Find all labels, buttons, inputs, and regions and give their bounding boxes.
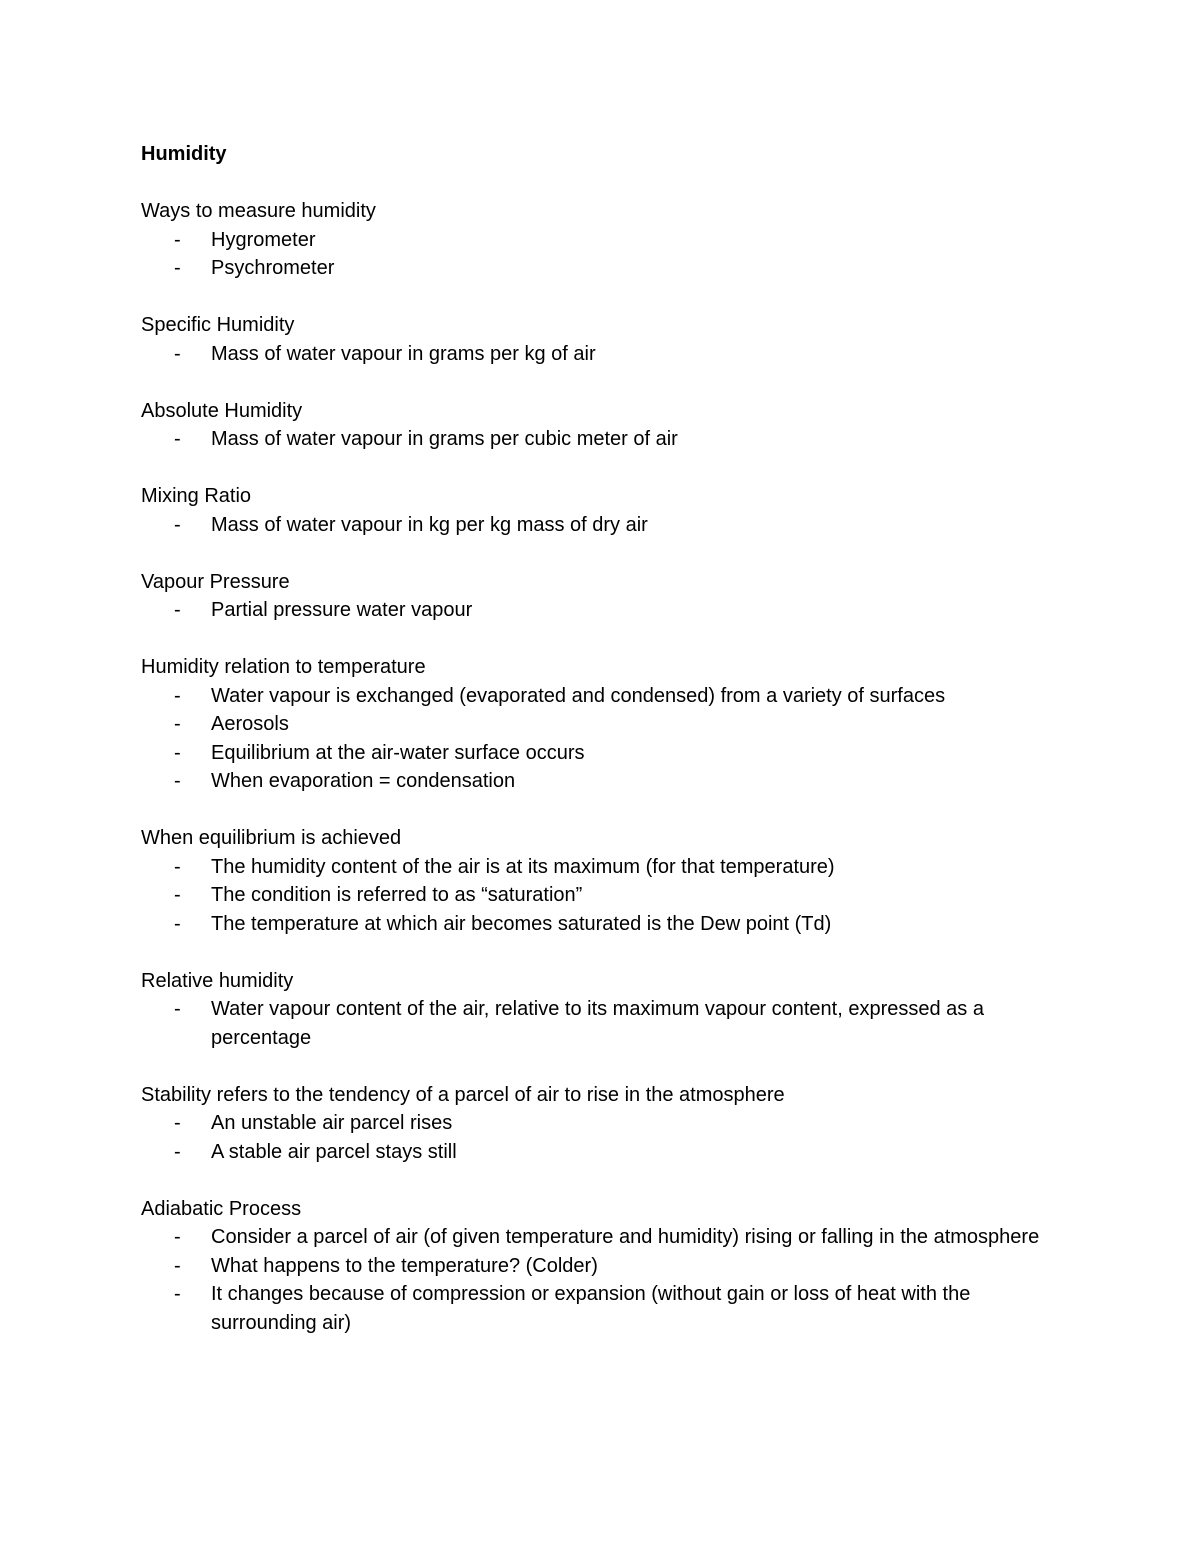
list-item-text: Consider a parcel of air (of given temperature and humidity) rising or falling in the atmosphere	[211, 1226, 1040, 1248]
list-item-text: Mass of water vapour in kg per kg mass of dry air	[211, 513, 648, 536]
document-title: Humidity	[141, 143, 227, 165]
bullet-list	[141, 511, 1061, 540]
list-item	[141, 910, 1061, 939]
dash-bullet-icon: -	[174, 1226, 181, 1248]
list-item	[141, 767, 1061, 796]
list-item-text: An unstable air parcel rises	[211, 1112, 453, 1134]
dash-bullet-icon: -	[174, 855, 181, 878]
list-item-text: Aerosols	[211, 713, 289, 735]
list-item	[141, 1109, 1061, 1138]
section-heading: Absolute Humidity	[141, 399, 303, 422]
dash-bullet-icon: -	[174, 1254, 181, 1277]
section-heading: Mixing Ratio	[141, 485, 252, 507]
dash-bullet-icon: -	[174, 257, 181, 279]
dash-bullet-icon: -	[174, 741, 181, 764]
list-item-text: Mass of water vapour in grams per kg of air	[211, 342, 596, 365]
dash-bullet-icon: -	[174, 998, 181, 1020]
list-item-text: A stable air parcel stays still	[211, 1140, 457, 1163]
bullet-list	[141, 995, 1061, 1052]
list-item	[141, 254, 1061, 283]
list-item	[141, 1223, 1061, 1252]
bullet-list	[141, 226, 1061, 283]
dash-bullet-icon: -	[174, 599, 181, 621]
dash-bullet-icon: -	[174, 428, 181, 450]
dash-bullet-icon: -	[174, 1140, 181, 1163]
section-heading: Specific Humidity	[141, 314, 295, 336]
dash-bullet-icon: -	[174, 884, 181, 906]
list-item	[141, 340, 1061, 369]
dash-bullet-icon: -	[174, 912, 181, 935]
dash-bullet-icon: -	[174, 342, 181, 365]
list-item	[141, 425, 1061, 454]
section	[141, 1081, 1061, 1167]
bullet-list	[141, 340, 1061, 369]
section	[141, 397, 1061, 454]
bullet-list	[141, 682, 1061, 796]
sections-container	[141, 197, 1061, 1337]
list-item-text: The temperature at which air becomes saturated is the Dew point (Td)	[211, 912, 832, 935]
section-heading: When equilibrium is achieved	[141, 827, 402, 849]
dash-bullet-icon: -	[174, 1283, 181, 1305]
dash-bullet-icon: -	[174, 684, 181, 707]
list-item	[141, 682, 1061, 711]
dash-bullet-icon: -	[174, 228, 181, 251]
list-item	[141, 710, 1061, 739]
list-item	[141, 1138, 1061, 1167]
list-item-text: Psychrometer	[211, 257, 335, 279]
section-heading: Adiabatic Process	[141, 1197, 302, 1220]
section-heading: Relative humidity	[141, 969, 294, 992]
section	[141, 568, 1061, 625]
list-item	[141, 995, 1061, 1052]
list-item-text: It changes because of compression or expansion (without gain or loss of heat with the surrounding air)	[211, 1283, 971, 1334]
section	[141, 311, 1061, 368]
dash-bullet-icon: -	[174, 1112, 181, 1134]
section	[141, 197, 1061, 283]
dash-bullet-icon: -	[174, 513, 181, 536]
section-heading: Ways to measure humidity	[141, 200, 376, 222]
section	[141, 967, 1061, 1053]
list-item	[141, 739, 1061, 768]
section	[141, 653, 1061, 796]
list-item-text: Partial pressure water vapour	[211, 599, 473, 621]
list-item-text: Hygrometer	[211, 228, 316, 251]
section-heading: Stability refers to the tendency of a parcel of air to rise in the atmosphere	[141, 1083, 785, 1106]
list-item	[141, 596, 1061, 625]
bullet-list	[141, 1223, 1061, 1337]
section	[141, 1195, 1061, 1338]
list-item	[141, 1280, 1061, 1337]
list-item-text: Water vapour content of the air, relative to its maximum vapour content, expressed as a percentage	[211, 998, 984, 1049]
list-item-text: What happens to the temperature? (Colder)	[211, 1254, 598, 1277]
section	[141, 482, 1061, 539]
list-item	[141, 226, 1061, 255]
list-item-text: The humidity content of the air is at its maximum (for that temperature)	[211, 855, 835, 878]
list-item	[141, 511, 1061, 540]
section	[141, 824, 1061, 938]
list-item	[141, 853, 1061, 882]
list-item	[141, 1252, 1061, 1281]
section-heading: Humidity relation to temperature	[141, 656, 426, 678]
bullet-list	[141, 596, 1061, 625]
dash-bullet-icon: -	[174, 713, 181, 735]
document-body	[141, 140, 1061, 1366]
list-item-text: When evaporation = condensation	[211, 770, 516, 792]
dash-bullet-icon: -	[174, 770, 181, 792]
list-item	[141, 881, 1061, 910]
list-item-text: Equilibrium at the air-water surface occurs	[211, 741, 585, 764]
list-item-text: The condition is referred to as “saturation”	[211, 884, 583, 906]
bullet-list	[141, 425, 1061, 454]
list-item-text: Water vapour is exchanged (evaporated and condensed) from a variety of surfaces	[211, 684, 946, 707]
bullet-list	[141, 1109, 1061, 1166]
section-heading: Vapour Pressure	[141, 570, 290, 593]
bullet-list	[141, 853, 1061, 939]
list-item-text: Mass of water vapour in grams per cubic meter of air	[211, 428, 678, 450]
